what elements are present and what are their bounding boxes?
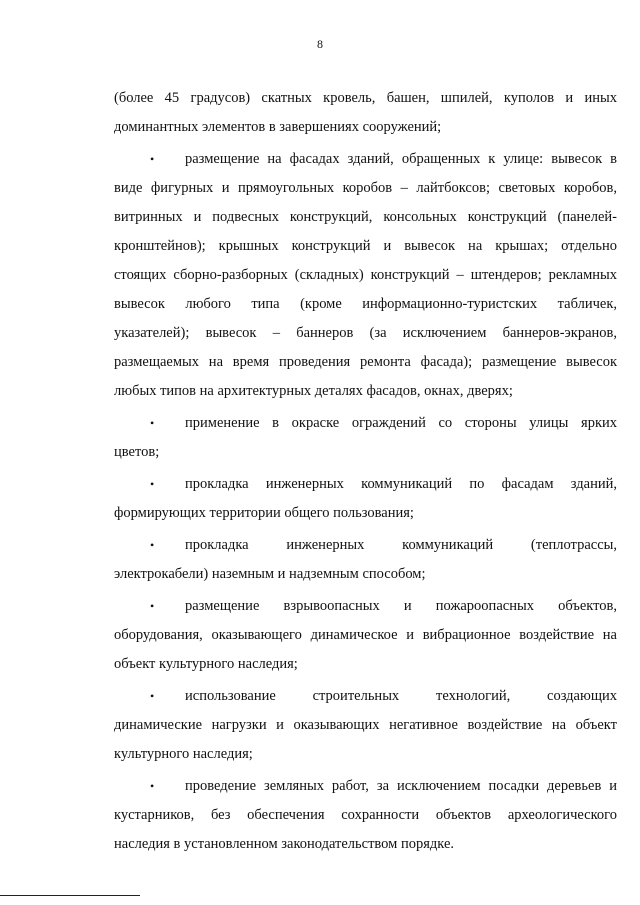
text-line: виде фигурных и прямоугольных коробов – лайтбоксов; световых коробов, [114,180,617,196]
bullet-paragraph [114,145,617,406]
text-line: электрокабели) наземным и надземным способом; [114,566,426,582]
text-line: кронштейнов); крышных конструкций и вывесок на крышах; отдельно [114,238,617,254]
text-line: кустарников, без обеспечения сохранности объектов археологического [114,807,617,823]
text-line: культурного наследия; [114,746,253,762]
text-line: прокладка инженерных коммуникаций по фасадам зданий, [185,476,617,492]
text-line: наследия в установленном законодательством порядке. [114,836,454,852]
bullet-paragraph [114,470,617,528]
text-line: использование строительных технологий, создающих [185,688,617,704]
bullet-icon: • [150,538,155,552]
text-line: указателей); вывесок – баннеров (за исключением баннеров-экранов, [114,325,617,341]
bullet-icon: • [150,779,155,793]
text-line: формирующих территории общего пользования; [114,505,414,521]
text-line: проведение земляных работ, за исключением посадки деревьев и [185,778,617,794]
bullet-icon: • [150,416,155,430]
bullet-first-line [114,772,617,801]
bullet-first-line [114,145,617,174]
text-line: размещаемых на время проведения ремонта фасада); размещение вывесок [114,354,617,370]
bullet-first-line [114,409,617,438]
text-line: объект культурного наследия; [114,656,298,672]
bullet-paragraph [114,592,617,679]
text-line: стоящих сборно-разборных (складных) конструкций – штендеров; рекламных [114,267,617,283]
text-line: цветов; [114,444,160,460]
bullet-paragraph [114,409,617,467]
footnote-separator [0,895,140,897]
bullet-paragraph [114,772,617,859]
bullet-first-line [114,592,617,621]
bullet-first-line [114,682,617,711]
text-line: доминантных элементов в завершениях сооружений; [114,119,442,135]
page-number: 8 [317,37,323,51]
text-line: применение в окраске ограждений со стороны улицы ярких [185,415,617,431]
text-line: размещение на фасадах зданий, обращенных к улице: вывесок в [185,151,617,167]
bullet-first-line [114,470,617,499]
bullet-icon: • [150,599,155,613]
text-line: витринных и подвесных конструкций, консольных конструкций (панелей- [114,209,617,225]
text-line: прокладка инженерных коммуникаций (теплотрассы, [185,537,617,553]
bullet-icon: • [150,152,155,166]
paragraph [114,84,617,142]
bullet-icon: • [150,689,155,703]
text-line: вывесок любого типа (кроме информационно-туристских табличек, [114,296,617,312]
text-line: динамические нагрузки и оказывающих негативное воздействие на объект [114,717,617,733]
bullet-paragraph [114,682,617,769]
text-line: оборудования, оказывающего динамическое и вибрационное воздействие на [114,627,617,643]
text-line: (более 45 градусов) скатных кровель, башен, шпилей, куполов и иных [114,90,617,106]
text-line: размещение взрывоопасных и пожароопасных объектов, [185,598,617,614]
text-line: любых типов на архитектурных деталях фасадов, окнах, дверях; [114,383,513,399]
bullet-first-line [114,531,617,560]
bullet-icon: • [150,477,155,491]
bullet-paragraph [114,531,617,589]
document-body [114,84,617,859]
